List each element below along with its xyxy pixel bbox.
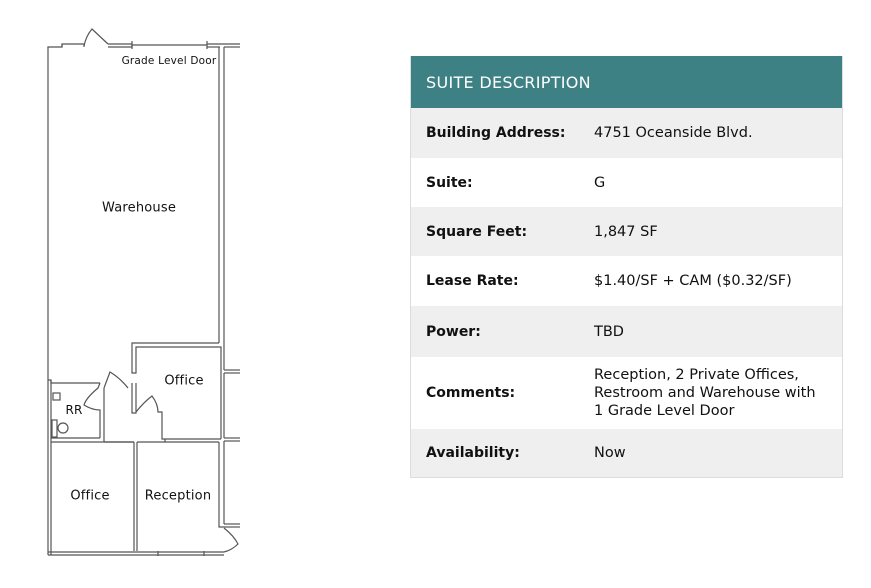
suite-description-table bbox=[410, 56, 843, 478]
row-suite bbox=[411, 158, 842, 207]
warehouse-label: Warehouse bbox=[101, 200, 177, 216]
comments-value bbox=[594, 366, 816, 420]
suite-label: Suite: bbox=[426, 174, 473, 191]
power-label: Power: bbox=[426, 323, 481, 340]
suite-value: G bbox=[594, 174, 606, 191]
row-building-address bbox=[411, 108, 842, 158]
square-feet-label: Square Feet: bbox=[426, 223, 528, 240]
square-feet-value: 1,847 SF bbox=[594, 223, 658, 240]
grade-level-door-label: Grade Level Door bbox=[121, 55, 217, 67]
office-upper-label: Office bbox=[164, 373, 204, 389]
row-square-feet bbox=[411, 207, 842, 256]
building-address-label: Building Address: bbox=[426, 125, 566, 141]
power-value: TBD bbox=[594, 323, 624, 340]
suite-description-title: SUITE DESCRIPTION bbox=[426, 72, 591, 92]
reception-label: Reception bbox=[144, 488, 212, 504]
availability-label: Availability: bbox=[426, 445, 520, 461]
comments-line-1: Reception, 2 Private Offices, bbox=[594, 367, 799, 383]
office-lower-label: Office bbox=[70, 488, 110, 504]
suite-description-header bbox=[411, 56, 842, 108]
building-address-value: 4751 Oceanside Blvd. bbox=[594, 125, 753, 141]
lease-rate-value: $1.40/SF + CAM ($0.32/SF) bbox=[594, 273, 792, 289]
row-comments bbox=[411, 357, 842, 429]
row-lease-rate bbox=[411, 256, 842, 306]
lease-rate-label: Lease Rate: bbox=[426, 273, 519, 289]
availability-value: Now bbox=[594, 445, 626, 461]
floor-plan bbox=[0, 0, 300, 588]
row-availability bbox=[411, 429, 842, 477]
row-power bbox=[411, 306, 842, 357]
comments-line-2: Restroom and Warehouse with bbox=[594, 385, 816, 401]
comments-line-3: 1 Grade Level Door bbox=[594, 403, 735, 419]
comments-label: Comments: bbox=[426, 385, 516, 401]
restroom-label: RR bbox=[65, 403, 83, 417]
